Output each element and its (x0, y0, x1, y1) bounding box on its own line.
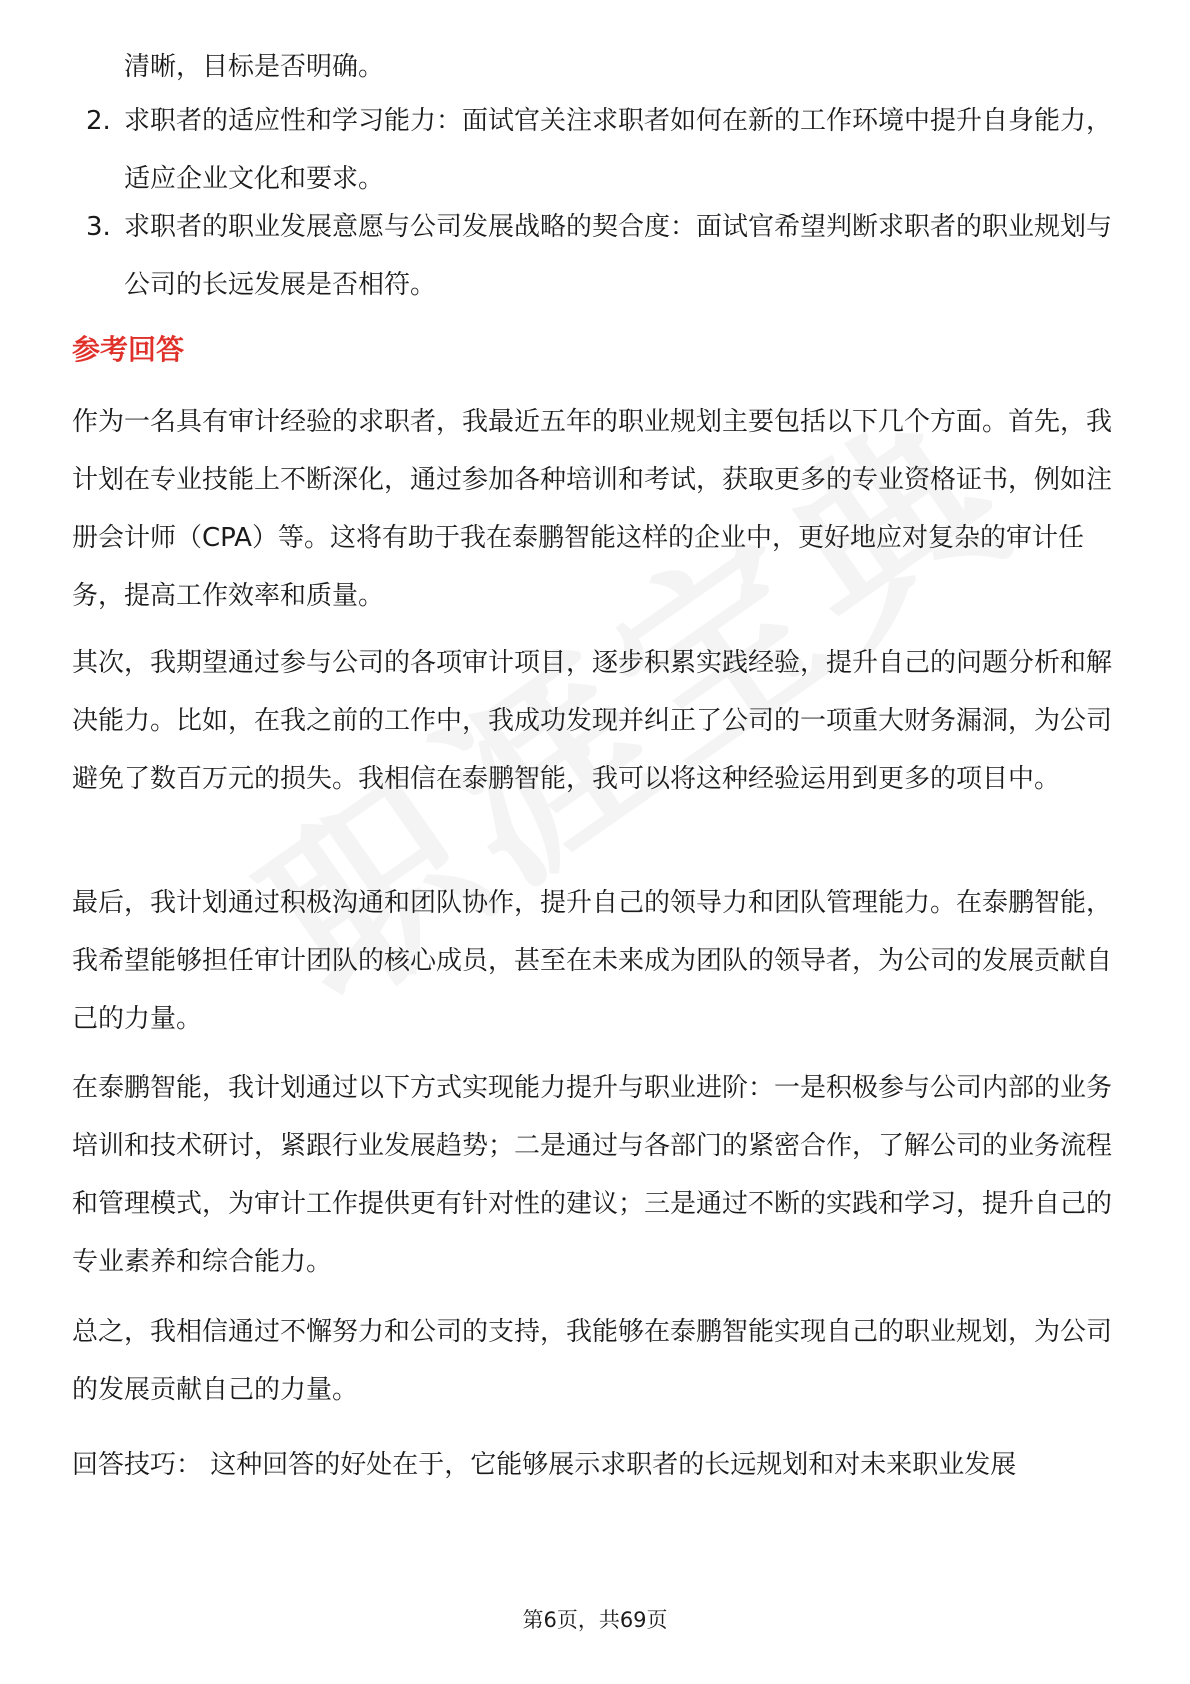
paragraph: 其次，我期望通过参与公司的各项审计项目，逐步积累实践经验，提升自己的问题分析和解决能力。比如，在我之前的工作中，我成功发现并纠正了公司的一项重大财务漏洞，为公司避免了数百万元的损失。我相信在泰鹏智能，我可以将这种经验运用到更多的项目中。 (72, 648, 1113, 794)
list-number: 2. (86, 106, 111, 136)
section-heading: 参考回答 (72, 333, 185, 366)
list-item (72, 92, 1118, 208)
list-text: 求职者的职业发展意愿与公司发展战略的契合度：面试官希望判断求职者的职业规划与公司的长远发展是否相符。 (124, 212, 1113, 300)
paragraph: 回答技巧： 这种回答的好处在于，它能够展示求职者的长远规划和对未来职业发展 (72, 1450, 1017, 1480)
page-number: 第6页，共69页 (522, 1608, 668, 1632)
paragraph: 总之，我相信通过不懈努力和公司的支持，我能够在泰鹏智能实现自己的职业规划，为公司的发展贡献自己的力量。 (72, 1317, 1113, 1405)
paragraph: 在泰鹏智能，我计划通过以下方式实现能力提升与职业进阶：一是积极参与公司内部的业务培训和技术研讨，紧跟行业发展趋势；二是通过与各部门的紧密合作，了解公司的业务流程和管理模式，为审计工作提供更有针对性的建议；三是通过不断的实践和学习，提升自己的专业素养和综合能力。 (72, 1073, 1113, 1277)
list-number: 3. (86, 212, 111, 242)
paragraph: 作为一名具有审计经验的求职者，我最近五年的职业规划主要包括以下几个方面。首先，我计划在专业技能上不断深化，通过参加各种培训和考试，获取更多的专业资格证书，例如注册会计师（CPA）等。这将有助于我在泰鹏智能这样的企业中，更好地应对复杂的审计任务，提高工作效率和质量。 (72, 407, 1113, 611)
intro-continuation: 清晰，目标是否明确。 (124, 52, 385, 82)
list-item (72, 198, 1118, 314)
paragraph: 最后，我计划通过积极沟通和团队协作，提升自己的领导力和团队管理能力。在泰鹏智能，我希望能够担任审计团队的核心成员，甚至在未来成为团队的领导者，为公司的发展贡献自己的力量。 (72, 888, 1113, 1034)
list-text: 求职者的适应性和学习能力：面试官关注求职者如何在新的工作环境中提升自身能力，适应企业文化和要求。 (124, 106, 1113, 194)
